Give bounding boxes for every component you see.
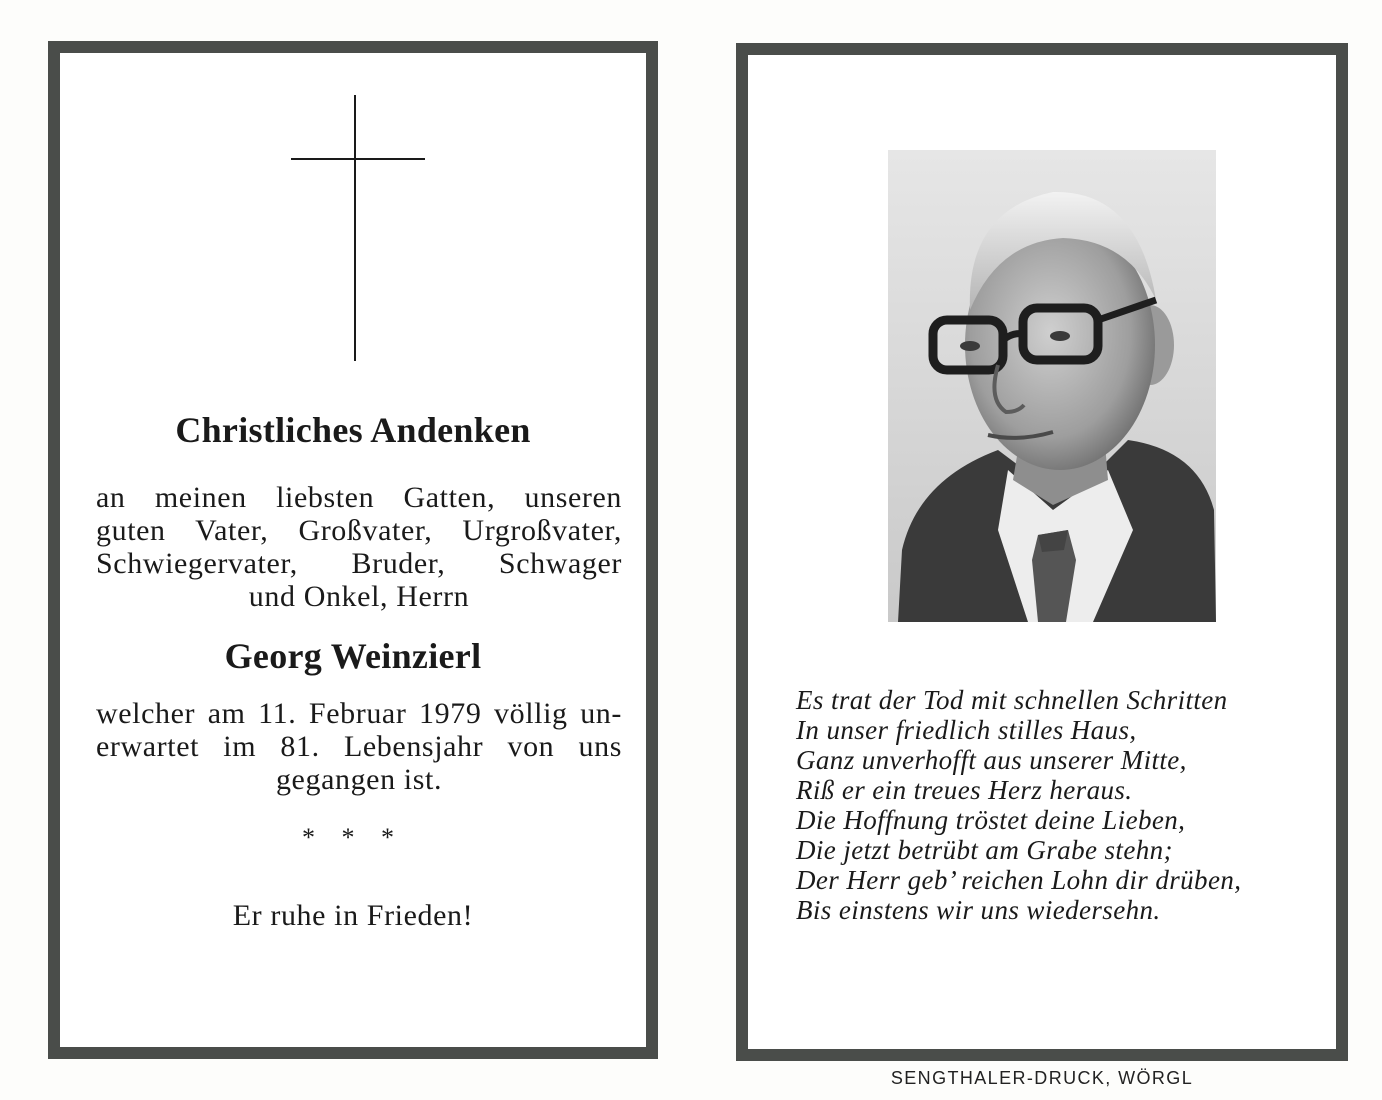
death-notice-line: welcher am 11. Februar 1979 völlig un- — [96, 697, 622, 730]
cross-icon — [354, 95, 356, 361]
death-notice-line: gegangen ist. — [275, 763, 443, 796]
poem-line: Bis einstens wir uns wiedersehn. — [796, 895, 1161, 925]
death-notice-text — [96, 697, 622, 796]
deceased-name: Georg Weinzierl — [224, 636, 482, 676]
left-memorial-card — [48, 41, 658, 1059]
poem-line: In unser friedlich stilles Haus, — [796, 715, 1137, 745]
memorial-poem — [796, 685, 1336, 925]
right-memorial-card — [736, 43, 1348, 1061]
poem-line: Es trat der Tod mit schnellen Schritten — [796, 685, 1228, 715]
poem-line: Ganz unverhofft aus unserer Mitte, — [796, 745, 1187, 775]
dedication-line: guten Vater, Großvater, Urgroßvater, — [96, 514, 622, 547]
dedication-text — [96, 481, 622, 613]
dedication-line: Schwiegervater, Bruder, Schwager — [96, 547, 622, 580]
portrait-photo — [888, 150, 1216, 622]
dedication-line: an meinen liebsten Gatten, unseren — [96, 481, 622, 514]
poem-line: Die jetzt betrübt am Grabe stehn; — [796, 835, 1173, 865]
poem-line: Die Hoffnung tröstet deine Lieben, — [796, 805, 1186, 835]
death-notice-line: erwartet im 81. Lebensjahr von uns — [96, 730, 622, 763]
printer-credit: SENGTHALER-DRUCK, WÖRGL — [890, 1068, 1194, 1088]
asterism-separator: * * * — [302, 823, 404, 852]
dedication-line: und Onkel, Herrn — [248, 580, 470, 613]
cross-icon-bar — [291, 158, 425, 160]
poem-line: Der Herr geb’ reichen Lohn dir drüben, — [796, 865, 1242, 895]
closing-blessing: Er ruhe in Frieden! — [232, 899, 474, 932]
poem-line: Riß er ein treues Herz heraus. — [796, 775, 1133, 805]
card-title: Christliches Andenken — [175, 410, 531, 450]
